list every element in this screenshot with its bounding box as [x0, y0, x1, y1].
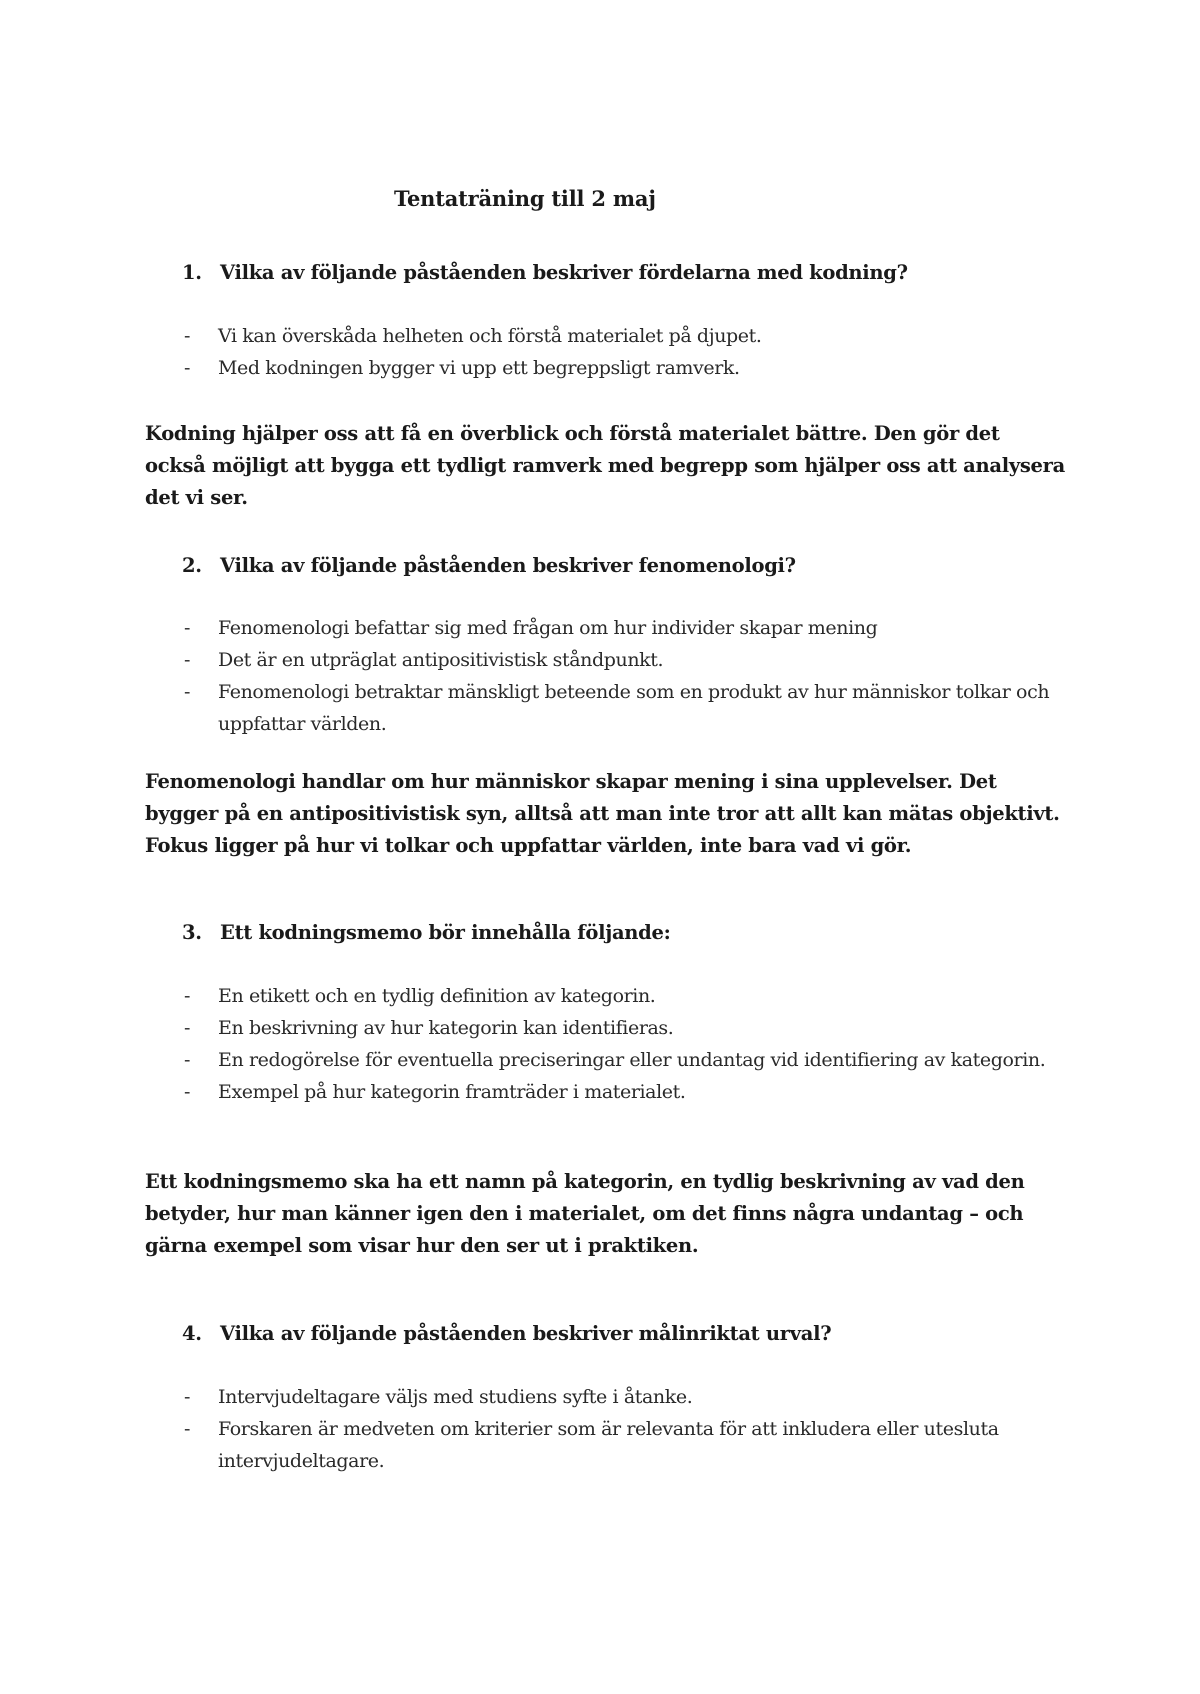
question-number: 4.: [182, 1322, 202, 1345]
question-2: [182, 554, 796, 577]
list-item: - En redogörelse för eventuella preciseringar eller undantag vid identifiering av kategorin.: [182, 1044, 1082, 1076]
question-3: [182, 921, 671, 944]
bullet-list-1: [182, 320, 1082, 384]
list-item: - Med kodningen bygger vi upp ett begreppsligt ramverk.: [182, 352, 1082, 384]
question-4: [182, 1322, 831, 1345]
bullet-list-4: [182, 1381, 1082, 1477]
list-item: - Intervjudeltagare väljs med studiens syfte i åtanke.: [182, 1381, 1082, 1413]
question-text: Vilka av följande påståenden beskriver fenomenologi?: [220, 554, 796, 577]
list-item: - En etikett och en tydlig definition av kategorin.: [182, 980, 1082, 1012]
document-title: Tentaträning till 2 maj: [394, 186, 656, 211]
question-number: 2.: [182, 554, 202, 577]
list-item: - Exempel på hur kategorin framträder i materialet.: [182, 1076, 1082, 1108]
question-number: 3.: [182, 921, 202, 944]
list-item: - Fenomenologi befattar sig med frågan om hur individer skapar mening: [182, 612, 1082, 644]
list-item: - Fenomenologi betraktar mänskligt beteende som en produkt av hur människor tolkar och uppfattar världen.: [182, 676, 1082, 740]
bullet-list-2: [182, 612, 1082, 740]
list-item: - Forskaren är medveten om kriterier som är relevanta för att inkludera eller utesluta intervjudeltagare.: [182, 1413, 1082, 1477]
list-item: - Det är en utpräglat antipositivistisk ståndpunkt.: [182, 644, 1082, 676]
answer-2: Fenomenologi handlar om hur människor skapar mening i sina upplevelser. Det bygger på en antipositivistisk syn, alltså att man inte tror att allt kan mätas objektivt. Fokus ligger på hur vi tolkar och uppfattar världen, inte bara vad vi gör.: [145, 770, 1060, 857]
question-text: Vilka av följande påståenden beskriver målinriktat urval?: [220, 1322, 832, 1345]
question-text: Ett kodningsmemo bör innehålla följande:: [220, 921, 671, 944]
list-item: - Vi kan överskåda helheten och förstå materialet på djupet.: [182, 320, 1082, 352]
question-1: [182, 261, 908, 284]
answer-1: Kodning hjälper oss att få en överblick och förstå materialet bättre. Den gör det också möjligt att bygga ett tydligt ramverk med begrepp som hjälper oss att analysera det vi ser.: [145, 422, 1065, 509]
answer-3: Ett kodningsmemo ska ha ett namn på kategorin, en tydlig beskrivning av vad den betyder, hur man känner igen den i materialet, om det finns några undantag – och gärna exempel som visar hur den ser ut i praktiken.: [145, 1170, 1025, 1257]
bullet-list-3: [182, 980, 1082, 1108]
question-text: Vilka av följande påståenden beskriver fördelarna med kodning?: [220, 261, 908, 284]
list-item: - En beskrivning av hur kategorin kan identifieras.: [182, 1012, 1082, 1044]
question-number: 1.: [182, 261, 202, 284]
